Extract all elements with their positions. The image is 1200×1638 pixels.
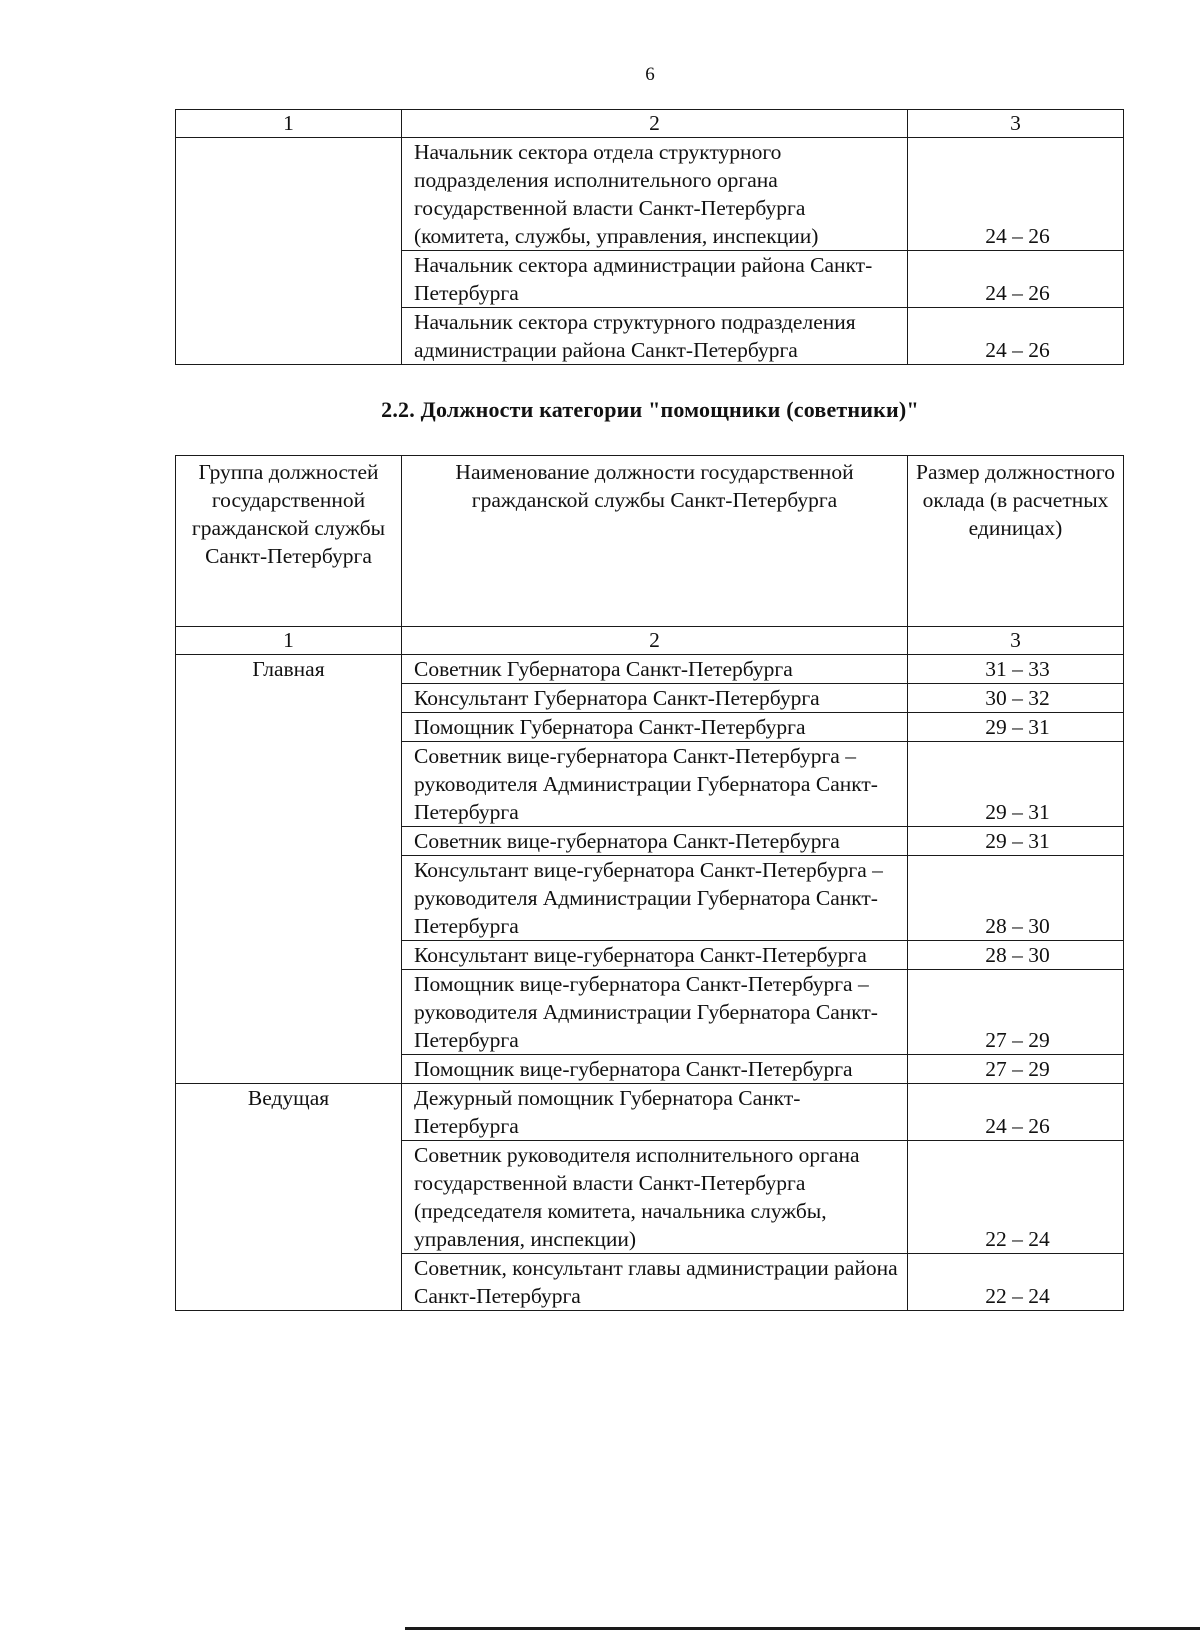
column-number-row (176, 627, 1124, 655)
position-name: Помощник Губернатора Санкт-Петербурга (402, 713, 908, 742)
salary-range: 22 – 24 (908, 1141, 1124, 1254)
salary-range: 28 – 30 (908, 856, 1124, 941)
position-name: Советник Губернатора Санкт-Петербурга (402, 655, 908, 684)
position-name: Начальник сектора структурного подразделения администрации района Санкт-Петербурга (402, 308, 908, 365)
position-name: Начальник сектора администрации района Санкт-Петербурга (402, 251, 908, 308)
salary-range: 30 – 32 (908, 684, 1124, 713)
column-number-row (176, 110, 1124, 138)
salary-range: 31 – 33 (908, 655, 1124, 684)
position-name: Советник вице-губернатора Санкт-Петербурга – руководителя Администрации Губернатора Санкт-Петербурга (402, 742, 908, 827)
column-number: 2 (402, 110, 908, 138)
salary-range: 29 – 31 (908, 713, 1124, 742)
position-name: Советник вице-губернатора Санкт-Петербурга (402, 827, 908, 856)
column-number: 1 (176, 110, 402, 138)
position-name: Советник, консультант главы администрации района Санкт-Петербурга (402, 1254, 908, 1311)
salary-range: 22 – 24 (908, 1254, 1124, 1311)
group-label: Ведущая (176, 1084, 402, 1311)
salary-range: 27 – 29 (908, 1055, 1124, 1084)
column-number: 3 (908, 627, 1124, 655)
section-title: 2.2. Должности категории "помощники (советники)" (381, 397, 919, 422)
salary-range: 29 – 31 (908, 827, 1124, 856)
continuation-table (175, 109, 1124, 365)
column-number: 2 (402, 627, 908, 655)
salary-range: 24 – 26 (908, 308, 1124, 365)
position-name: Советник руководителя исполнительного органа государственной власти Санкт-Петербурга (председателя комитета, начальника службы, управления, инспекции) (402, 1141, 908, 1254)
table-row (176, 138, 1124, 251)
group-cell (176, 138, 402, 365)
salary-range: 24 – 26 (908, 138, 1124, 251)
position-name: Начальник сектора отдела структурного подразделения исполнительного органа государственной власти Санкт-Петербурга (комитета, службы, управления, инспекции) (402, 138, 908, 251)
position-name: Консультант вице-губернатора Санкт-Петербурга (402, 941, 908, 970)
salary-range: 28 – 30 (908, 941, 1124, 970)
position-name: Помощник вице-губернатора Санкт-Петербурга (402, 1055, 908, 1084)
header-name: Наименование должности государственной гражданской службы Санкт-Петербурга (402, 456, 908, 627)
page-number: 6 (645, 64, 655, 85)
table-row (176, 655, 1124, 684)
table-row (176, 1084, 1124, 1141)
column-number: 1 (176, 627, 402, 655)
salary-range: 29 – 31 (908, 742, 1124, 827)
positions-table (175, 455, 1124, 1311)
group-label: Главная (176, 655, 402, 1084)
salary-range: 27 – 29 (908, 970, 1124, 1055)
bottom-rule (405, 1627, 1200, 1630)
column-number: 3 (908, 110, 1124, 138)
position-name: Консультант вице-губернатора Санкт-Петербурга – руководителя Администрации Губернатора Санкт-Петербурга (402, 856, 908, 941)
salary-range: 24 – 26 (908, 1084, 1124, 1141)
header-group: Группа должностей государственной гражданской службы Санкт-Петербурга (176, 456, 402, 627)
position-name: Консультант Губернатора Санкт-Петербурга (402, 684, 908, 713)
header-amount: Размер должностного оклада (в расчетных единицах) (908, 456, 1124, 627)
salary-range: 24 – 26 (908, 251, 1124, 308)
position-name: Дежурный помощник Губернатора Санкт-Петербурга (402, 1084, 908, 1141)
table-header-row (176, 456, 1124, 627)
position-name: Помощник вице-губернатора Санкт-Петербурга – руководителя Администрации Губернатора Санкт-Петербурга (402, 970, 908, 1055)
